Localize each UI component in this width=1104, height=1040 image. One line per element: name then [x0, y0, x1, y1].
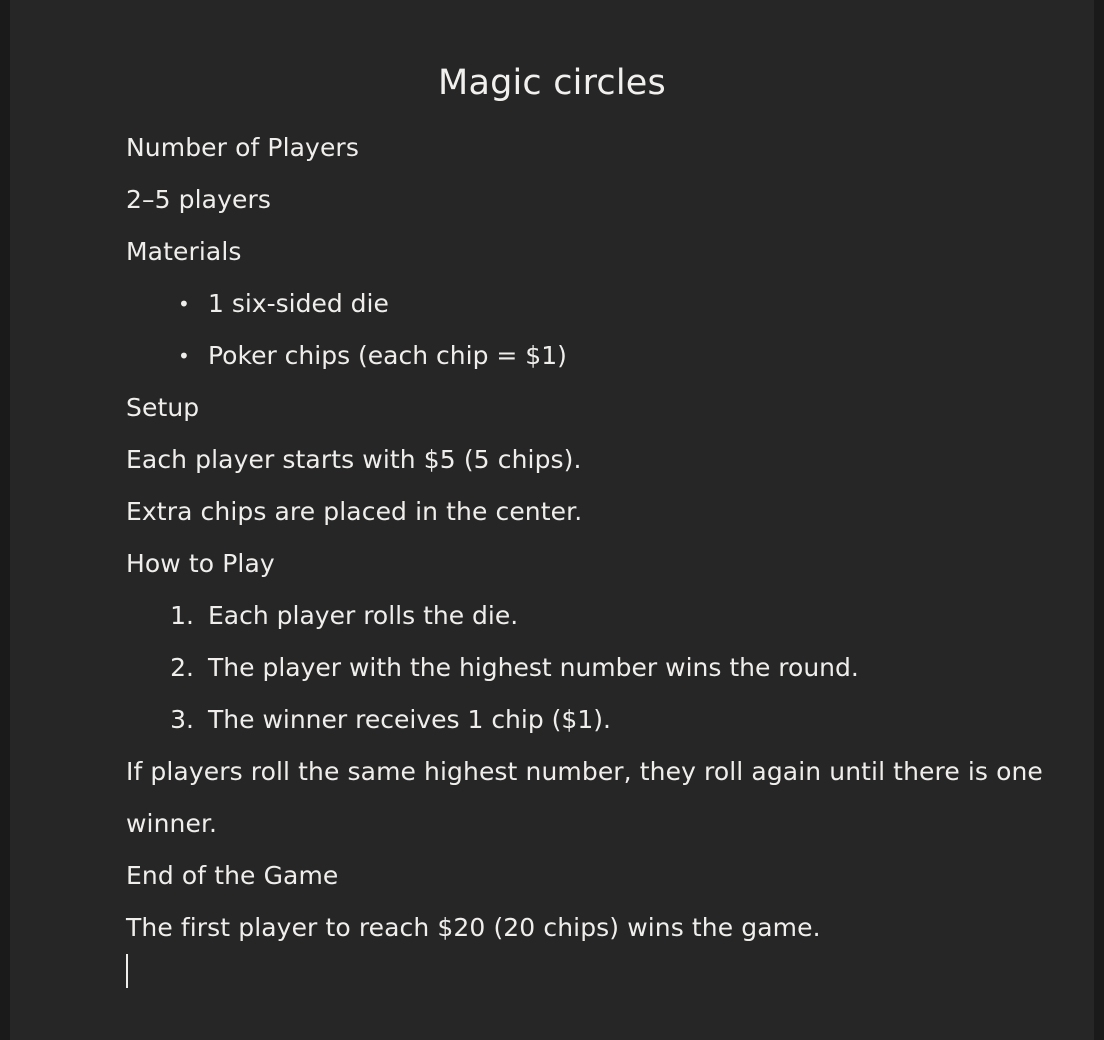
heading-end-of-the-game: End of the Game: [126, 861, 339, 890]
how-to-play-steps: [126, 590, 1054, 746]
text-cursor-line[interactable]: [126, 954, 1054, 1006]
paragraph-setup-starting-chips: Each player starts with $5 (5 chips).: [126, 445, 582, 474]
paragraph-win-condition: The first player to reach $20 (20 chips) wins the game.: [126, 913, 821, 942]
paragraph-tiebreaker: If players roll the same highest number, they roll again until there is one winner.: [126, 757, 1051, 838]
heading-setup: Setup: [126, 393, 200, 422]
document-content: [50, 122, 1054, 1006]
document-body[interactable]: [10, 0, 1094, 1040]
materials-list: [126, 278, 1054, 382]
text-caret: [126, 954, 128, 988]
heading-number-of-players: Number of Players: [126, 133, 359, 162]
paragraph-player-count: 2–5 players: [126, 185, 271, 214]
list-item: Each player rolls the die.: [208, 601, 519, 630]
list-item: • Poker chips (each chip = $1): [166, 330, 1054, 382]
document-title: Magic circles: [438, 63, 666, 103]
heading-how-to-play: How to Play: [126, 549, 275, 578]
list-item: • 1 six-sided die: [166, 278, 1054, 330]
heading-materials: Materials: [126, 237, 242, 266]
page-left-margin: [0, 0, 10, 1040]
paragraph-setup-extra-chips: Extra chips are placed in the center.: [126, 497, 583, 526]
list-item: The winner receives 1 chip ($1).: [208, 705, 611, 734]
page-right-margin: [1094, 0, 1104, 1040]
list-item: The player with the highest number wins the round.: [208, 653, 859, 682]
